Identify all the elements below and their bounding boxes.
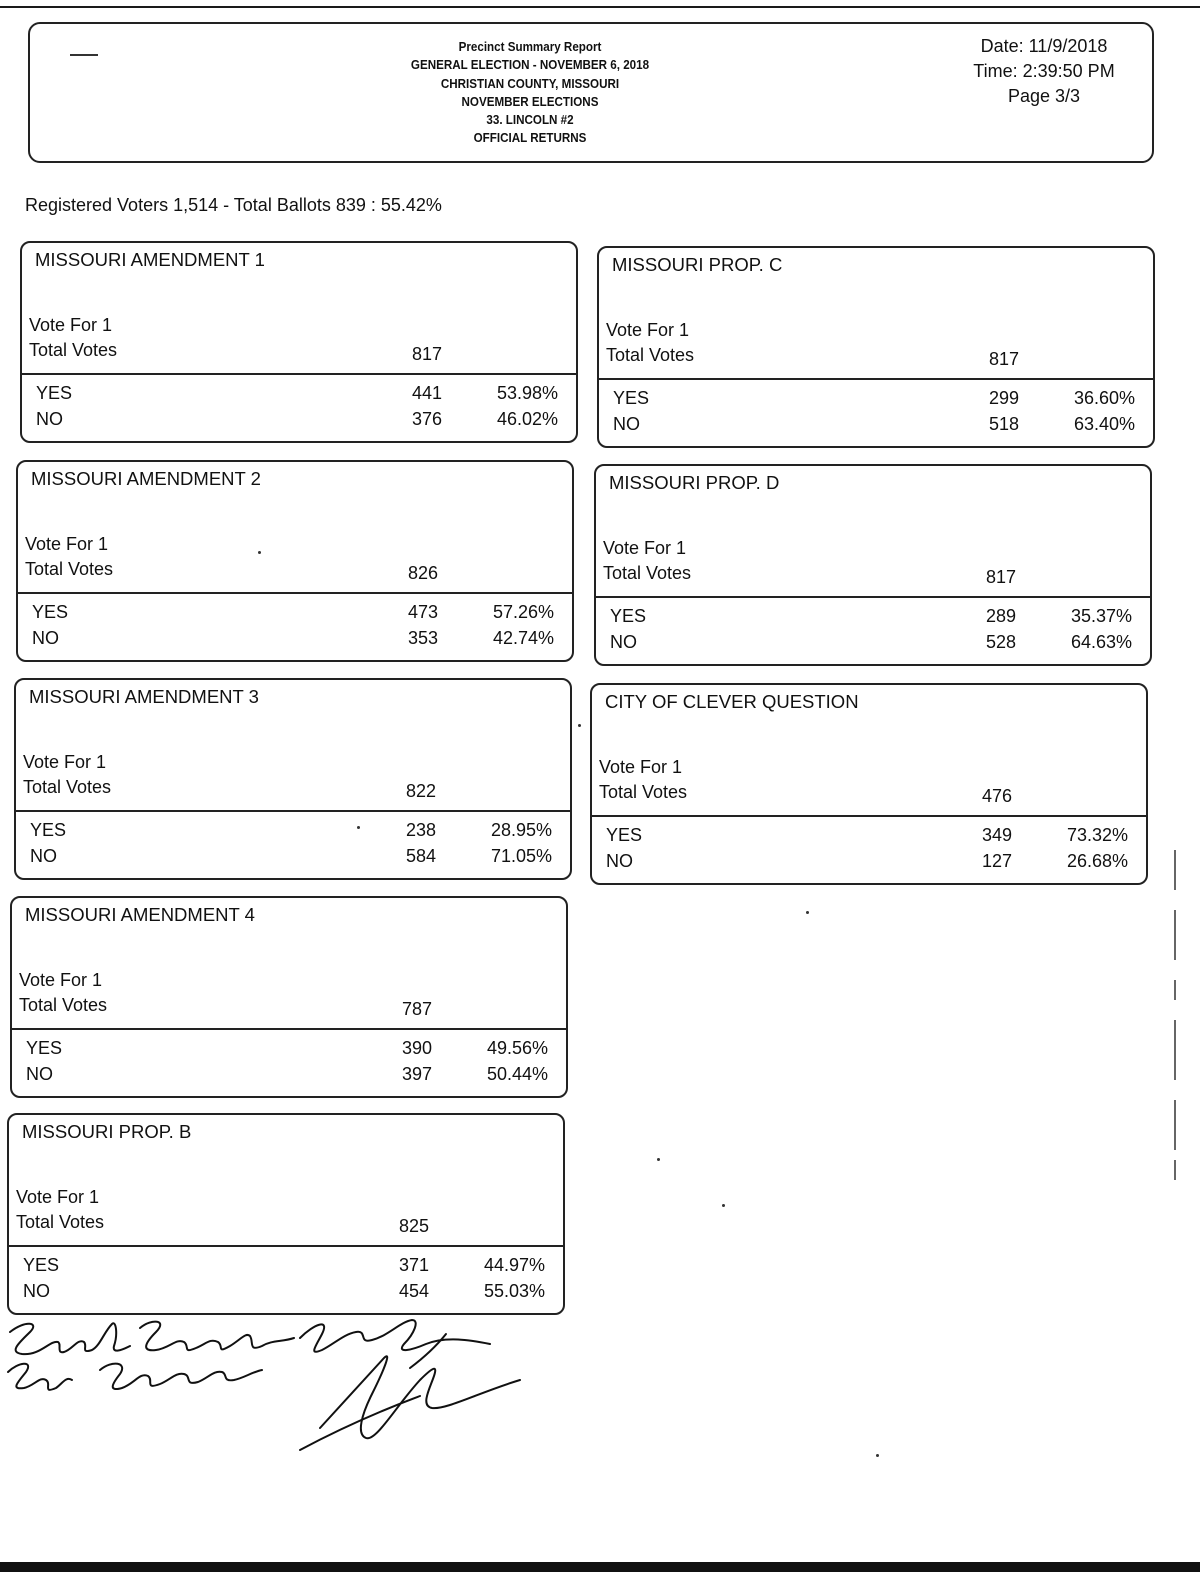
scan-mark xyxy=(70,54,98,56)
divider xyxy=(596,596,1150,598)
vote-for-label: Vote For 1 xyxy=(19,970,103,990)
choice-percent: 26.68% xyxy=(1066,851,1128,871)
total-votes-value: 817 xyxy=(412,344,443,364)
total-votes-value: 822 xyxy=(406,781,437,801)
choice-label: YES xyxy=(23,1255,60,1275)
choice-row-yes xyxy=(592,825,1146,851)
choice-row-yes xyxy=(599,388,1153,414)
choice-votes: 454 xyxy=(399,1281,430,1301)
choice-votes: 299 xyxy=(989,388,1020,408)
election-group: NOVEMBER ELECTIONS xyxy=(461,94,599,109)
choice-percent: 71.05% xyxy=(490,846,552,866)
total-votes-label: Total Votes xyxy=(19,995,108,1015)
scan-speck xyxy=(722,1204,725,1207)
choice-percent: 36.60% xyxy=(1073,388,1135,408)
contest-title: MISSOURI AMENDMENT 1 xyxy=(35,249,265,270)
choice-label: YES xyxy=(30,820,67,840)
total-votes-value: 817 xyxy=(989,349,1020,369)
contest-amendment-2 xyxy=(16,460,574,662)
total-votes-label: Total Votes xyxy=(603,563,692,583)
total-votes-value: 826 xyxy=(408,563,439,583)
contest-city-of-clever-question xyxy=(590,683,1148,885)
choice-percent: 46.02% xyxy=(496,409,558,429)
page-number: Page 3/3 xyxy=(1007,86,1081,106)
scan-speck xyxy=(357,826,360,829)
choice-row-yes xyxy=(12,1038,566,1064)
choice-label: YES xyxy=(613,388,650,408)
choice-label: YES xyxy=(36,383,73,403)
vote-for-label: Vote For 1 xyxy=(606,320,690,340)
choice-label: NO xyxy=(610,632,637,652)
choice-row-yes xyxy=(596,606,1150,632)
scan-speck xyxy=(806,911,809,914)
choice-label: NO xyxy=(613,414,640,434)
total-votes-value: 825 xyxy=(399,1216,430,1236)
divider xyxy=(22,373,576,375)
choice-percent: 42.74% xyxy=(492,628,554,648)
total-votes-value: 817 xyxy=(986,567,1017,587)
contest-prop-c xyxy=(597,246,1155,448)
contest-amendment-3 xyxy=(14,678,572,880)
top-page-rule xyxy=(0,6,1200,8)
report-header xyxy=(28,22,1154,163)
choice-votes: 390 xyxy=(402,1038,433,1058)
county-name: CHRISTIAN COUNTY, MISSOURI xyxy=(440,76,620,91)
report-title: Precinct Summary Report xyxy=(458,40,602,54)
scan-speck xyxy=(258,551,261,554)
choice-label: YES xyxy=(610,606,647,626)
precinct-name: 33. LINCOLN #2 xyxy=(486,113,574,128)
choice-row-no xyxy=(16,846,570,872)
divider xyxy=(18,592,572,594)
choice-votes: 238 xyxy=(406,820,437,840)
election-name: GENERAL ELECTION - NOVEMBER 6, 2018 xyxy=(410,58,650,73)
choice-percent: 50.44% xyxy=(486,1064,548,1084)
choice-row-yes xyxy=(9,1255,563,1281)
choice-percent: 44.97% xyxy=(483,1255,545,1275)
choice-votes: 441 xyxy=(412,383,443,403)
registered-voters-summary: Registered Voters 1,514 - Total Ballots 839 : 55.42% xyxy=(25,195,442,215)
choice-row-no xyxy=(12,1064,566,1090)
choice-votes: 376 xyxy=(412,409,443,429)
vote-for-label: Vote For 1 xyxy=(603,538,687,558)
contest-title: MISSOURI PROP. D xyxy=(609,472,780,493)
choice-row-no xyxy=(596,632,1150,658)
choice-percent: 55.03% xyxy=(483,1281,545,1301)
contest-prop-b xyxy=(7,1113,565,1315)
scan-speck xyxy=(876,1454,879,1457)
contest-title: MISSOURI PROP. B xyxy=(22,1121,192,1142)
total-votes-value: 476 xyxy=(982,786,1013,806)
report-meta xyxy=(944,34,1144,109)
choice-label: NO xyxy=(36,409,63,429)
contest-amendment-4 xyxy=(10,896,568,1098)
returns-type: OFFICIAL RETURNS xyxy=(473,131,587,146)
choice-votes: 473 xyxy=(408,602,439,622)
report-title-block xyxy=(344,38,716,148)
total-votes-label: Total Votes xyxy=(25,559,114,579)
divider xyxy=(599,378,1153,380)
choice-label: NO xyxy=(23,1281,50,1301)
contest-title: MISSOURI PROP. C xyxy=(612,254,783,275)
choice-label: NO xyxy=(26,1064,53,1084)
choice-votes: 584 xyxy=(406,846,437,866)
total-votes-label: Total Votes xyxy=(23,777,112,797)
choice-row-no xyxy=(9,1281,563,1307)
total-votes-value: 787 xyxy=(402,999,433,1019)
choice-row-yes xyxy=(18,602,572,628)
total-votes-label: Total Votes xyxy=(29,340,118,360)
vote-for-label: Vote For 1 xyxy=(29,315,113,335)
choice-label: NO xyxy=(606,851,633,871)
contest-title: CITY OF CLEVER QUESTION xyxy=(605,691,859,712)
choice-label: NO xyxy=(30,846,57,866)
choice-votes: 127 xyxy=(982,851,1013,871)
scan-speck xyxy=(657,1158,660,1161)
total-votes-label: Total Votes xyxy=(16,1212,105,1232)
choice-row-no xyxy=(18,628,572,654)
choice-label: YES xyxy=(606,825,643,845)
divider xyxy=(9,1245,563,1247)
choice-percent: 49.56% xyxy=(486,1038,548,1058)
choice-votes: 518 xyxy=(989,414,1020,434)
choice-row-no xyxy=(599,414,1153,440)
choice-percent: 73.32% xyxy=(1066,825,1128,845)
choice-percent: 28.95% xyxy=(490,820,552,840)
contest-prop-d xyxy=(594,464,1152,666)
choice-votes: 353 xyxy=(408,628,439,648)
contest-title: MISSOURI AMENDMENT 2 xyxy=(31,468,261,489)
choice-votes: 349 xyxy=(982,825,1013,845)
divider xyxy=(16,810,570,812)
choice-row-no xyxy=(592,851,1146,877)
choice-label: YES xyxy=(26,1038,63,1058)
total-votes-label: Total Votes xyxy=(606,345,695,365)
choice-votes: 289 xyxy=(986,606,1017,626)
divider xyxy=(12,1028,566,1030)
report-date: Date: 11/9/2018 xyxy=(980,36,1108,56)
vote-for-label: Vote For 1 xyxy=(16,1187,100,1207)
choice-percent: 57.26% xyxy=(492,602,554,622)
choice-row-yes xyxy=(16,820,570,846)
bottom-page-rule xyxy=(0,1562,1200,1572)
report-time: Time: 2:39:50 PM xyxy=(973,61,1115,81)
choice-percent: 35.37% xyxy=(1070,606,1132,626)
contest-amendment-1 xyxy=(20,241,578,443)
choice-row-yes xyxy=(22,383,576,409)
choice-row-no xyxy=(22,409,576,435)
choice-label: YES xyxy=(32,602,69,622)
choice-percent: 63.40% xyxy=(1073,414,1135,434)
choice-percent: 64.63% xyxy=(1070,632,1132,652)
scan-edge-marks xyxy=(1172,850,1178,1180)
divider xyxy=(592,815,1146,817)
choice-votes: 528 xyxy=(986,632,1017,652)
contest-title: MISSOURI AMENDMENT 3 xyxy=(29,686,259,707)
choice-votes: 371 xyxy=(399,1255,430,1275)
choice-percent: 53.98% xyxy=(496,383,558,403)
vote-for-label: Vote For 1 xyxy=(23,752,107,772)
handwritten-signatures xyxy=(0,1310,560,1480)
vote-for-label: Vote For 1 xyxy=(599,757,683,777)
choice-votes: 397 xyxy=(402,1064,433,1084)
scan-speck xyxy=(578,724,581,727)
total-votes-label: Total Votes xyxy=(599,782,688,802)
contest-title: MISSOURI AMENDMENT 4 xyxy=(25,904,255,925)
vote-for-label: Vote For 1 xyxy=(25,534,109,554)
choice-label: NO xyxy=(32,628,59,648)
